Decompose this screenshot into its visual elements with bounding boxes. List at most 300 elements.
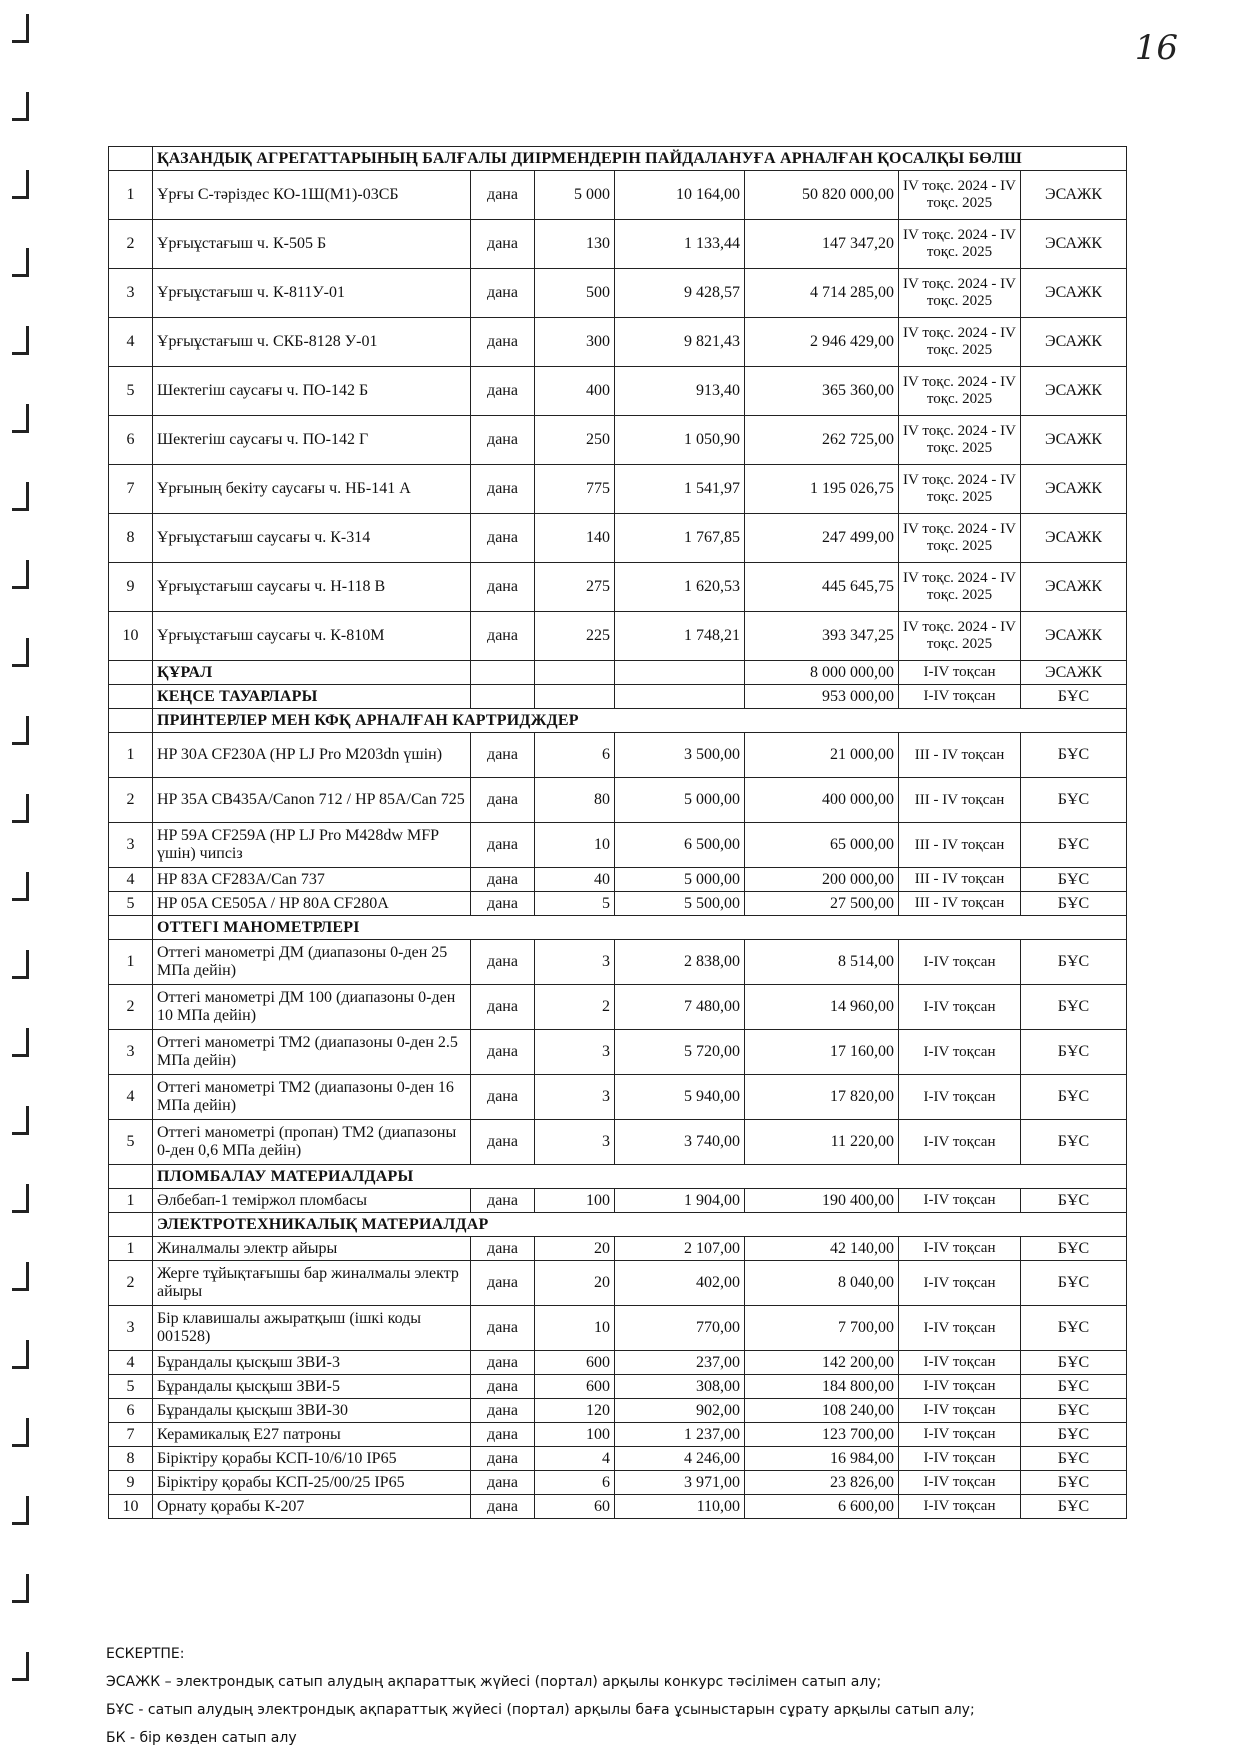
empty-cell <box>109 1165 153 1189</box>
method-cell: БҰС <box>1021 940 1127 985</box>
quantity-cell: 100 <box>535 1423 615 1447</box>
period-cell: I-IV тоқсан <box>899 1375 1021 1399</box>
price-cell: 402,00 <box>615 1261 745 1306</box>
sum-cell: 8 040,00 <box>745 1261 899 1306</box>
method-cell: БҰС <box>1021 868 1127 892</box>
quantity-cell: 400 <box>535 367 615 416</box>
period-cell: I-IV тоқсан <box>899 1399 1021 1423</box>
quantity-cell: 250 <box>535 416 615 465</box>
item-name: HP 05A CE505A / HP 80A CF280A <box>153 892 471 916</box>
row-number: 4 <box>109 1351 153 1375</box>
method-cell: ЭСАЖК <box>1021 416 1127 465</box>
row-number: 4 <box>109 1075 153 1120</box>
sum-cell: 400 000,00 <box>745 778 899 823</box>
table-row <box>109 823 1127 868</box>
method-cell: БҰС <box>1021 1495 1127 1519</box>
price-cell: 308,00 <box>615 1375 745 1399</box>
quantity-cell: 40 <box>535 868 615 892</box>
category-name: КЕҢСЕ ТАУАРЛАРЫ <box>153 685 471 709</box>
item-name: HP 30A CF230A (HP LJ Pro M203dn үшін) <box>153 733 471 778</box>
method-cell: БҰС <box>1021 1447 1127 1471</box>
item-name: Оттегі манометрі ТМ2 (диапазоны 0-ден 16 МПа дейін) <box>153 1075 471 1120</box>
sum-cell: 184 800,00 <box>745 1375 899 1399</box>
quantity-cell: 5 <box>535 892 615 916</box>
unit-cell: дана <box>471 612 535 661</box>
price-cell: 3 740,00 <box>615 1120 745 1165</box>
period-cell: IV тоқс. 2024 - IV тоқс. 2025 <box>899 563 1021 612</box>
unit-cell: дана <box>471 563 535 612</box>
table-row <box>109 985 1127 1030</box>
table-row <box>109 1030 1127 1075</box>
unit-cell: дана <box>471 514 535 563</box>
period-cell: IV тоқс. 2024 - IV тоқс. 2025 <box>899 416 1021 465</box>
row-number: 5 <box>109 892 153 916</box>
empty-cell <box>109 685 153 709</box>
period-cell: I-IV тоқсан <box>899 1075 1021 1120</box>
method-cell: ЭСАЖК <box>1021 318 1127 367</box>
item-name: Орнату қорабы К-207 <box>153 1495 471 1519</box>
sum-cell: 17 820,00 <box>745 1075 899 1120</box>
row-number: 9 <box>109 1471 153 1495</box>
procurement-table-container <box>108 146 1126 1519</box>
quantity-cell: 3 <box>535 1030 615 1075</box>
item-name: Оттегі манометрі ДМ (диапазоны 0-ден 25 МПа дейін) <box>153 940 471 985</box>
item-name: Ұрғыұстағыш ч. К-505 Б <box>153 220 471 269</box>
sum-cell: 953 000,00 <box>745 685 899 709</box>
item-name: Оттегі манометрі (пропан) ТМ2 (диапазоны 0-ден 0,6 МПа дейін) <box>153 1120 471 1165</box>
table-row <box>109 733 1127 778</box>
quantity-cell: 600 <box>535 1351 615 1375</box>
row-number: 2 <box>109 220 153 269</box>
row-number: 6 <box>109 416 153 465</box>
quantity-cell: 120 <box>535 1399 615 1423</box>
quantity-cell: 20 <box>535 1261 615 1306</box>
item-name: Бұрандалы қысқыш ЗВИ-5 <box>153 1375 471 1399</box>
sum-cell: 11 220,00 <box>745 1120 899 1165</box>
period-cell: I-IV тоқсан <box>899 1351 1021 1375</box>
price-cell: 1 904,00 <box>615 1189 745 1213</box>
period-cell: I-IV тоқсан <box>899 1030 1021 1075</box>
item-name: Ұрғыұстағыш саусағы ч. К-314 <box>153 514 471 563</box>
quantity-cell: 275 <box>535 563 615 612</box>
sum-cell: 393 347,25 <box>745 612 899 661</box>
binding-edge <box>0 0 40 1754</box>
sum-cell: 27 500,00 <box>745 892 899 916</box>
unit-cell: дана <box>471 733 535 778</box>
quantity-cell: 10 <box>535 823 615 868</box>
row-number: 5 <box>109 1120 153 1165</box>
method-cell: БҰС <box>1021 1030 1127 1075</box>
period-cell: IV тоқс. 2024 - IV тоқс. 2025 <box>899 318 1021 367</box>
table-row <box>109 778 1127 823</box>
unit-cell: дана <box>471 1261 535 1306</box>
item-name: Бұрандалы қысқыш ЗВИ-30 <box>153 1399 471 1423</box>
unit-cell: дана <box>471 778 535 823</box>
sum-cell: 65 000,00 <box>745 823 899 868</box>
method-cell: БҰС <box>1021 1306 1127 1351</box>
unit-cell: дана <box>471 1447 535 1471</box>
unit-cell: дана <box>471 1495 535 1519</box>
method-cell: ЭСАЖК <box>1021 367 1127 416</box>
method-cell: БҰС <box>1021 778 1127 823</box>
procurement-table <box>108 146 1127 1519</box>
item-name: HP 35A CB435A/Canon 712 / HP 85A/Can 725 <box>153 778 471 823</box>
item-name: Оттегі манометрі ДМ 100 (диапазоны 0-ден 10 МПа дейін) <box>153 985 471 1030</box>
period-cell: IV тоқс. 2024 - IV тоқс. 2025 <box>899 171 1021 220</box>
method-cell: БҰС <box>1021 823 1127 868</box>
period-cell: I-IV тоқсан <box>899 661 1021 685</box>
price-cell: 7 480,00 <box>615 985 745 1030</box>
section-title: ЭЛЕКТРОТЕХНИКАЛЫҚ МАТЕРИАЛДАР <box>153 1213 1127 1237</box>
unit-cell: дана <box>471 1030 535 1075</box>
quantity-cell: 100 <box>535 1189 615 1213</box>
table-row <box>109 1399 1127 1423</box>
item-name: Жиналмалы электр айыры <box>153 1237 471 1261</box>
method-cell: ЭСАЖК <box>1021 171 1127 220</box>
method-cell: ЭСАЖК <box>1021 514 1127 563</box>
item-name: Ұрғыұстағыш ч. К-811У-01 <box>153 269 471 318</box>
row-number: 3 <box>109 1030 153 1075</box>
price-cell: 3 500,00 <box>615 733 745 778</box>
table-row <box>109 1120 1127 1165</box>
section-title: ОТТЕГІ МАНОМЕТРЛЕРІ <box>153 916 1127 940</box>
method-cell: БҰС <box>1021 685 1127 709</box>
quantity-cell: 130 <box>535 220 615 269</box>
price-cell: 3 971,00 <box>615 1471 745 1495</box>
unit-cell: дана <box>471 1237 535 1261</box>
item-name: Бір клавишалы ажыратқыш (ішкі коды 001528) <box>153 1306 471 1351</box>
method-cell: ЭСАЖК <box>1021 563 1127 612</box>
section-title: ПЛОМБАЛАУ МАТЕРИАЛДАРЫ <box>153 1165 1127 1189</box>
period-cell: III - IV тоқсан <box>899 868 1021 892</box>
category-name: ҚҰРАЛ <box>153 661 471 685</box>
quantity-cell: 600 <box>535 1375 615 1399</box>
table-row <box>109 318 1127 367</box>
price-cell: 237,00 <box>615 1351 745 1375</box>
section-header-row <box>109 1165 1127 1189</box>
table-row <box>109 465 1127 514</box>
row-number: 1 <box>109 1237 153 1261</box>
period-cell: IV тоқс. 2024 - IV тоқс. 2025 <box>899 514 1021 563</box>
method-cell: БҰС <box>1021 1189 1127 1213</box>
empty-cell <box>109 916 153 940</box>
method-cell: БҰС <box>1021 892 1127 916</box>
unit-cell: дана <box>471 1423 535 1447</box>
sum-cell: 17 160,00 <box>745 1030 899 1075</box>
price-cell: 1 620,53 <box>615 563 745 612</box>
sum-cell: 123 700,00 <box>745 1423 899 1447</box>
item-name: Ұрғыұстағыш саусағы ч. К-810М <box>153 612 471 661</box>
period-cell: IV тоқс. 2024 - IV тоқс. 2025 <box>899 465 1021 514</box>
sum-cell: 2 946 429,00 <box>745 318 899 367</box>
empty-cell <box>535 661 615 685</box>
unit-cell: дана <box>471 1120 535 1165</box>
section-header-row <box>109 147 1127 171</box>
price-cell: 1 541,97 <box>615 465 745 514</box>
table-row <box>109 1351 1127 1375</box>
table-row <box>109 868 1127 892</box>
empty-cell <box>109 661 153 685</box>
price-cell: 10 164,00 <box>615 171 745 220</box>
row-number: 8 <box>109 514 153 563</box>
unit-cell: дана <box>471 892 535 916</box>
table-row <box>109 1075 1127 1120</box>
unit-cell: дана <box>471 823 535 868</box>
item-name: Біріктіру қорабы КСП-25/00/25 IP65 <box>153 1471 471 1495</box>
unit-cell: дана <box>471 367 535 416</box>
quantity-cell: 6 <box>535 1471 615 1495</box>
row-number: 3 <box>109 823 153 868</box>
empty-cell <box>109 709 153 733</box>
method-cell: ЭСАЖК <box>1021 269 1127 318</box>
row-number: 6 <box>109 1399 153 1423</box>
row-number: 5 <box>109 367 153 416</box>
price-cell: 1 237,00 <box>615 1423 745 1447</box>
table-row <box>109 514 1127 563</box>
table-row <box>109 892 1127 916</box>
period-cell: IV тоқс. 2024 - IV тоқс. 2025 <box>899 612 1021 661</box>
sum-cell: 42 140,00 <box>745 1237 899 1261</box>
method-cell: БҰС <box>1021 1399 1127 1423</box>
quantity-cell: 3 <box>535 1075 615 1120</box>
table-row <box>109 1237 1127 1261</box>
category-total-row <box>109 661 1127 685</box>
period-cell: I-IV тоқсан <box>899 1306 1021 1351</box>
table-row <box>109 1261 1127 1306</box>
row-number: 10 <box>109 1495 153 1519</box>
unit-cell: дана <box>471 465 535 514</box>
price-cell: 2 838,00 <box>615 940 745 985</box>
notes-heading: ЕСКЕРТПЕ: <box>106 1646 185 1662</box>
item-name: Шектегіш саусағы ч. ПО-142 Б <box>153 367 471 416</box>
quantity-cell: 300 <box>535 318 615 367</box>
item-name: Әлбебап-1 теміржол пломбасы <box>153 1189 471 1213</box>
item-name: Біріктіру қорабы КСП-10/6/10 IP65 <box>153 1447 471 1471</box>
quantity-cell: 140 <box>535 514 615 563</box>
price-cell: 5 500,00 <box>615 892 745 916</box>
row-number: 3 <box>109 1306 153 1351</box>
price-cell: 5 720,00 <box>615 1030 745 1075</box>
table-row <box>109 1447 1127 1471</box>
method-cell: БҰС <box>1021 1423 1127 1447</box>
quantity-cell: 2 <box>535 985 615 1030</box>
empty-cell <box>535 685 615 709</box>
unit-cell: дана <box>471 416 535 465</box>
period-cell: I-IV тоқсан <box>899 940 1021 985</box>
category-total-row <box>109 685 1127 709</box>
unit-cell: дана <box>471 220 535 269</box>
item-name: Ұрғыұстағыш саусағы ч. Н-118 В <box>153 563 471 612</box>
period-cell: I-IV тоқсан <box>899 1237 1021 1261</box>
quantity-cell: 775 <box>535 465 615 514</box>
price-cell: 6 500,00 <box>615 823 745 868</box>
method-cell: БҰС <box>1021 1075 1127 1120</box>
price-cell: 1 133,44 <box>615 220 745 269</box>
period-cell: I-IV тоқсан <box>899 1261 1021 1306</box>
sum-cell: 16 984,00 <box>745 1447 899 1471</box>
sum-cell: 190 400,00 <box>745 1189 899 1213</box>
period-cell: I-IV тоқсан <box>899 1189 1021 1213</box>
sum-cell: 1 195 026,75 <box>745 465 899 514</box>
unit-cell: дана <box>471 1471 535 1495</box>
empty-cell <box>471 661 535 685</box>
unit-cell: дана <box>471 171 535 220</box>
table-row <box>109 1495 1127 1519</box>
section-title: ҚАЗАНДЫҚ АГРЕГАТТАРЫНЫҢ БАЛҒАЛЫ ДИІРМЕНДЕРІН ПАЙДАЛАНУҒА АРНАЛҒАН ҚОСАЛҚЫ БӨЛШ <box>153 147 1127 171</box>
sum-cell: 108 240,00 <box>745 1399 899 1423</box>
quantity-cell: 500 <box>535 269 615 318</box>
unit-cell: дана <box>471 1306 535 1351</box>
quantity-cell: 225 <box>535 612 615 661</box>
quantity-cell: 20 <box>535 1237 615 1261</box>
quantity-cell: 5 000 <box>535 171 615 220</box>
table-row <box>109 940 1127 985</box>
quantity-cell: 4 <box>535 1447 615 1471</box>
unit-cell: дана <box>471 1375 535 1399</box>
notes <box>106 1640 1186 1752</box>
item-name: Шектегіш саусағы ч. ПО-142 Г <box>153 416 471 465</box>
table-row <box>109 1306 1127 1351</box>
note-line: ЭСАЖК – электрондық сатып алудың ақпараттық жүйесі (портал) арқылы конкурс тәсілімен сатып алу; <box>106 1674 882 1690</box>
item-name: Ұрғының бекіту саусағы ч. НБ-141 А <box>153 465 471 514</box>
period-cell: III - IV тоқсан <box>899 733 1021 778</box>
unit-cell: дана <box>471 1189 535 1213</box>
quantity-cell: 10 <box>535 1306 615 1351</box>
period-cell: III - IV тоқсан <box>899 892 1021 916</box>
period-cell: I-IV тоқсан <box>899 1447 1021 1471</box>
empty-cell <box>109 147 153 171</box>
method-cell: БҰС <box>1021 1351 1127 1375</box>
method-cell: БҰС <box>1021 1237 1127 1261</box>
quantity-cell: 80 <box>535 778 615 823</box>
row-number: 1 <box>109 733 153 778</box>
sum-cell: 147 347,20 <box>745 220 899 269</box>
period-cell: IV тоқс. 2024 - IV тоқс. 2025 <box>899 367 1021 416</box>
price-cell: 2 107,00 <box>615 1237 745 1261</box>
price-cell: 1 748,21 <box>615 612 745 661</box>
empty-cell <box>615 685 745 709</box>
item-name: Оттегі манометрі ТМ2 (диапазоны 0-ден 2.5 МПа дейін) <box>153 1030 471 1075</box>
unit-cell: дана <box>471 1351 535 1375</box>
price-cell: 9 821,43 <box>615 318 745 367</box>
table-row <box>109 367 1127 416</box>
table-row <box>109 1375 1127 1399</box>
table-row <box>109 1471 1127 1495</box>
price-cell: 110,00 <box>615 1495 745 1519</box>
row-number: 8 <box>109 1447 153 1471</box>
period-cell: I-IV тоқсан <box>899 1423 1021 1447</box>
price-cell: 5 940,00 <box>615 1075 745 1120</box>
row-number: 2 <box>109 1261 153 1306</box>
unit-cell: дана <box>471 1399 535 1423</box>
row-number: 1 <box>109 1189 153 1213</box>
period-cell: III - IV тоқсан <box>899 823 1021 868</box>
price-cell: 1 050,90 <box>615 416 745 465</box>
method-cell: БҰС <box>1021 1120 1127 1165</box>
table-row <box>109 1423 1127 1447</box>
empty-cell <box>615 661 745 685</box>
method-cell: БҰС <box>1021 1471 1127 1495</box>
period-cell: I-IV тоқсан <box>899 985 1021 1030</box>
sum-cell: 200 000,00 <box>745 868 899 892</box>
method-cell: БҰС <box>1021 985 1127 1030</box>
quantity-cell: 60 <box>535 1495 615 1519</box>
row-number: 7 <box>109 1423 153 1447</box>
period-cell: I-IV тоқсан <box>899 685 1021 709</box>
price-cell: 4 246,00 <box>615 1447 745 1471</box>
row-number: 4 <box>109 868 153 892</box>
row-number: 10 <box>109 612 153 661</box>
period-cell: I-IV тоқсан <box>899 1495 1021 1519</box>
table-row <box>109 171 1127 220</box>
item-name: HP 59A CF259A (HP LJ Pro M428dw MFP үшін) чипсіз <box>153 823 471 868</box>
note-line: БҰС - сатып алудың электрондық ақпараттық жүйесі (портал) арқылы баға ұсыныстарын сұрату арқылы сатып алу; <box>106 1702 975 1718</box>
price-cell: 9 428,57 <box>615 269 745 318</box>
sum-cell: 23 826,00 <box>745 1471 899 1495</box>
sum-cell: 8 000 000,00 <box>745 661 899 685</box>
unit-cell: дана <box>471 940 535 985</box>
section-header-row <box>109 1213 1127 1237</box>
note-line: БК - бір көзден сатып алу <box>106 1730 297 1746</box>
method-cell: ЭСАЖК <box>1021 465 1127 514</box>
period-cell: IV тоқс. 2024 - IV тоқс. 2025 <box>899 220 1021 269</box>
sum-cell: 21 000,00 <box>745 733 899 778</box>
quantity-cell: 3 <box>535 1120 615 1165</box>
unit-cell: дана <box>471 985 535 1030</box>
method-cell: БҰС <box>1021 1261 1127 1306</box>
price-cell: 5 000,00 <box>615 778 745 823</box>
table-row <box>109 612 1127 661</box>
unit-cell: дана <box>471 868 535 892</box>
row-number: 5 <box>109 1375 153 1399</box>
empty-cell <box>471 685 535 709</box>
sum-cell: 6 600,00 <box>745 1495 899 1519</box>
row-number: 9 <box>109 563 153 612</box>
method-cell: ЭСАЖК <box>1021 220 1127 269</box>
section-title: ПРИНТЕРЛЕР МЕН КФҚ АРНАЛҒАН КАРТРИДЖДЕР <box>153 709 1127 733</box>
sum-cell: 262 725,00 <box>745 416 899 465</box>
sum-cell: 445 645,75 <box>745 563 899 612</box>
quantity-cell: 3 <box>535 940 615 985</box>
section-header-row <box>109 709 1127 733</box>
sum-cell: 142 200,00 <box>745 1351 899 1375</box>
table-row <box>109 416 1127 465</box>
row-number: 1 <box>109 171 153 220</box>
item-name: Керамикалық Е27 патроны <box>153 1423 471 1447</box>
period-cell: III - IV тоқсан <box>899 778 1021 823</box>
unit-cell: дана <box>471 269 535 318</box>
method-cell: БҰС <box>1021 1375 1127 1399</box>
item-name: Ұрғы С-тәріздес КО-1Ш(М1)-03СБ <box>153 171 471 220</box>
sum-cell: 4 714 285,00 <box>745 269 899 318</box>
quantity-cell: 6 <box>535 733 615 778</box>
item-name: Ұрғыұстағыш ч. СКБ-8128 У-01 <box>153 318 471 367</box>
price-cell: 770,00 <box>615 1306 745 1351</box>
sum-cell: 14 960,00 <box>745 985 899 1030</box>
table-row <box>109 269 1127 318</box>
sum-cell: 7 700,00 <box>745 1306 899 1351</box>
method-cell: ЭСАЖК <box>1021 612 1127 661</box>
period-cell: I-IV тоқсан <box>899 1471 1021 1495</box>
table-row <box>109 220 1127 269</box>
price-cell: 5 000,00 <box>615 868 745 892</box>
sum-cell: 247 499,00 <box>745 514 899 563</box>
price-cell: 902,00 <box>615 1399 745 1423</box>
row-number: 7 <box>109 465 153 514</box>
item-name: Бұрандалы қысқыш ЗВИ-3 <box>153 1351 471 1375</box>
row-number: 2 <box>109 985 153 1030</box>
price-cell: 913,40 <box>615 367 745 416</box>
